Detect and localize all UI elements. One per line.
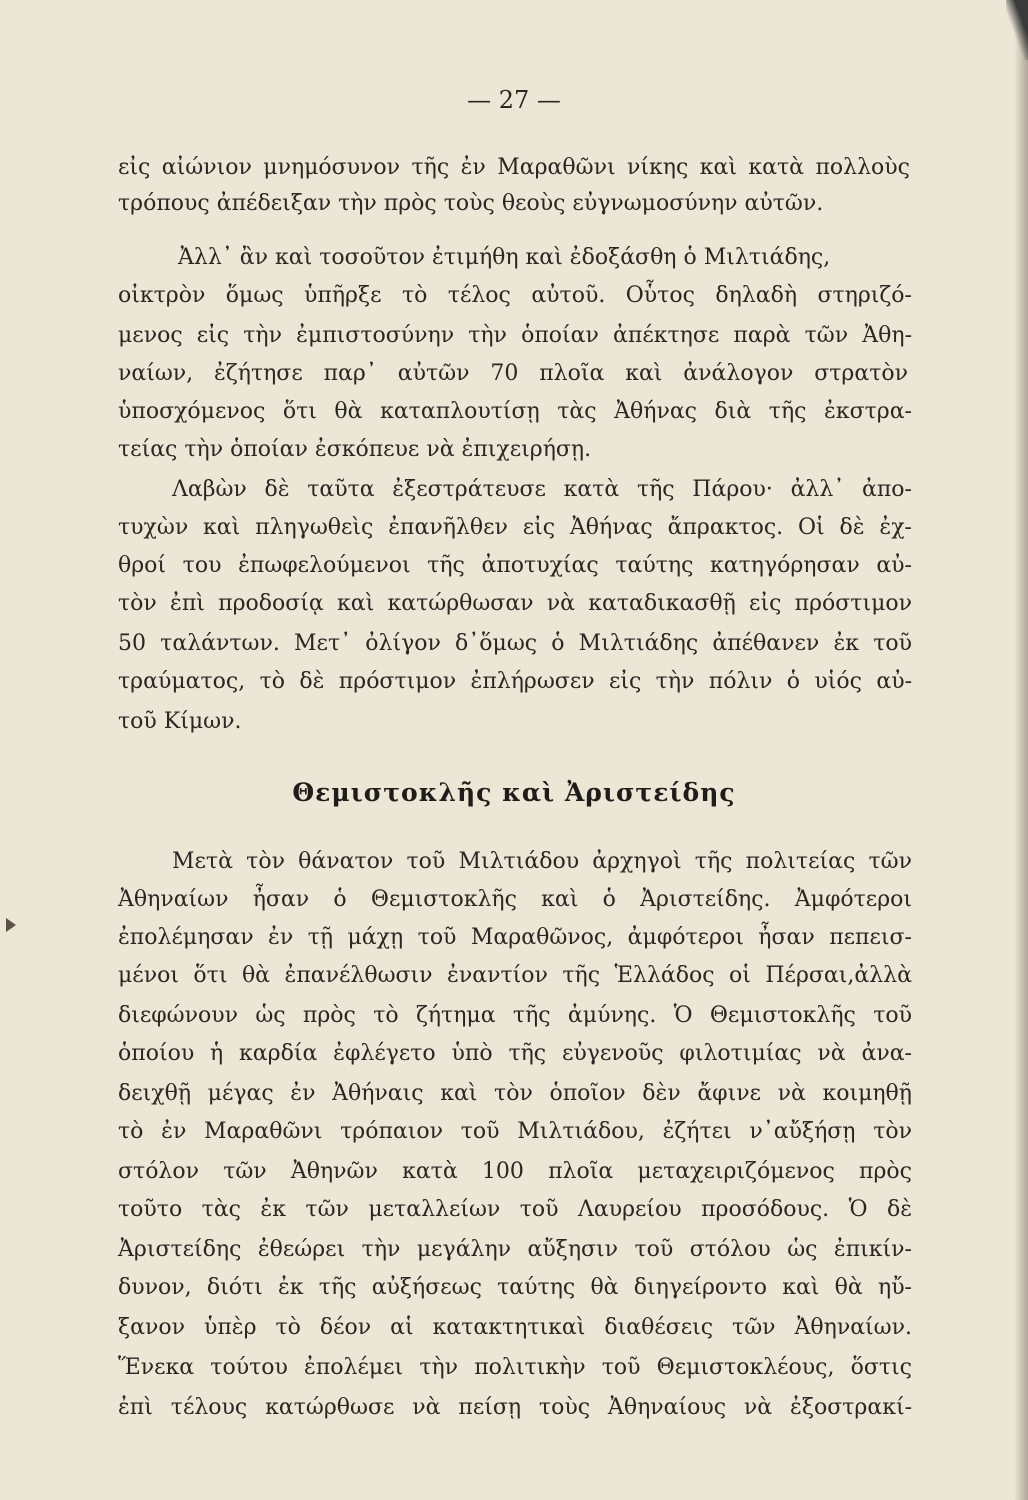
text-line: μένοι ὅτι θὰ ἐπανέλθωσιν ἐναντίον τῆς Ἑλλάδος οἱ Πέρσαι,ἀλλὰ: [118, 963, 912, 988]
text-line: τυχὼν καὶ πληγωθεὶς ἐπανῆλθεν εἰς Ἀθήνας ἄπρακτος. Οἱ δὲ ἐχ-: [118, 515, 912, 540]
text-line: ὑποσχόμενος ὅτι θὰ καταπλουτίσῃ τὰς Ἀθήνας διὰ τῆς ἐκστρα-: [118, 399, 912, 424]
text-line: μενος εἰς τὴν ἐμπιστοσύνην τὴν ὁποίαν ἀπέκτησε παρὰ τῶν Ἀθη-: [118, 323, 912, 348]
text-line: δυνον, διότι ἐκ τῆς αὐξήσεως ταύτης θὰ διηγείροντο καὶ θὰ ηὔ-: [118, 1275, 912, 1300]
text-line: τὸν ἐπὶ προδοσίᾳ καὶ κατώρθωσαν νὰ καταδικασθῇ εἰς πρόστιμον: [118, 591, 912, 616]
text-line: Ἀριστείδης ἐθεώρει τὴν μεγάλην αὔξησιν τοῦ στόλου ὡς ἐπικίν-: [118, 1237, 912, 1262]
text-line: οἰκτρὸν ὅμως ὑπῆρξε τὸ τέλος αὐτοῦ. Οὗτος δηλαδὴ στηριζό-: [118, 283, 912, 308]
text-line: Λαβὼν δὲ ταῦτα ἐξεστράτευσε κατὰ τῆς Πάρου· ἀλλ᾽ ἀπο-: [172, 477, 912, 502]
text-line: Ἀθηναίων ἦσαν ὁ Θεμιστοκλῆς καὶ ὁ Ἀριστείδης. Ἀμφότεροι: [118, 887, 912, 912]
text-line: τὸ ἐν Μαραθῶνι τρόπαιον τοῦ Μιλτιάδου, ἐζήτει ν᾽αὔξήσῃ τὸν: [118, 1119, 912, 1144]
text-line: εἰς αἰώνιον μνημόσυνον τῆς ἐν Μαραθῶνι νίκης καὶ κατὰ πολλοὺς: [118, 155, 910, 180]
text-line: ὁποίου ἡ καρδία ἐφλέγετο ὑπὸ τῆς εὐγενοῦς φιλοτιμίας νὰ ἀνα-: [118, 1041, 912, 1066]
text-line: τοῦ Κίμων.: [118, 709, 242, 734]
text-line: 50 ταλάντων. Μετ᾽ ὀλίγον δ᾽ὅμως ὁ Μιλτιάδης ἀπέθανεν ἐκ τοῦ: [118, 631, 912, 656]
page-edge-shadow: [1014, 0, 1028, 1500]
text-line: Μετὰ τὸν θάνατον τοῦ Μιλτιάδου ἀρχηγοὶ τῆς πολιτείας τῶν: [172, 849, 912, 874]
text-line: στόλον τῶν Ἀθηνῶν κατὰ 100 πλοῖα μεταχειριζόμενος πρὸς: [118, 1159, 912, 1184]
text-line: ξανον ὑπὲρ τὸ δέον αἱ κατακτητικαὶ διαθέσεις τῶν Ἀθηναίων.: [118, 1315, 912, 1340]
text-line: τείας τὴν ὁποίαν ἐσκόπευε νὰ ἐπιχειρήσῃ.: [118, 437, 592, 462]
text-line: τραύματος, τὸ δὲ πρόστιμον ἐπλήρωσεν εἰς τὴν πόλιν ὁ υἱός αὐ-: [118, 669, 912, 694]
text-line: θροί του ἐπωφελούμενοι τῆς ἀποτυχίας ταύτης κατηγόρησαν αὐ-: [118, 553, 912, 578]
page-number: — 27 —: [467, 86, 561, 114]
text-line: ἐπὶ τέλους κατώρθωσε νὰ πείσῃ τοὺς Ἀθηναίους νὰ ἐξοστρακί-: [118, 1395, 912, 1420]
section-heading: Θεμιστοκλῆς καὶ Ἀριστείδης: [292, 778, 736, 807]
text-line: ναίων, ἐζήτησε παρ᾽ αὐτῶν 70 πλοῖα καὶ ἀνάλογον στρατὸν: [118, 361, 908, 386]
margin-pointer-mark: [6, 918, 16, 932]
page-corner-mark: [1006, 0, 1028, 60]
text-line: Ἕνεκα τούτου ἐπολέμει τὴν πολιτικὴν τοῦ Θεμιστοκλέους, ὅστις: [118, 1355, 912, 1380]
text-line: τρόπους ἀπέδειξαν τὴν πρὸς τοὺς θεοὺς εὐγνωμοσύνην αὐτῶν.: [118, 191, 824, 216]
text-line: ἐπολέμησαν ἐν τῇ μάχῃ τοῦ Μαραθῶνος, ἀμφότεροι ἦσαν πεπεισ-: [118, 925, 912, 950]
text-line: δειχθῇ μέγας ἐν Ἀθήναις καὶ τὸν ὁποῖον δὲν ἄφινε νὰ κοιμηθῇ: [118, 1081, 912, 1106]
text-line: διεφώνουν ὡς πρὸς τὸ ζήτημα τῆς ἀμύνης. Ὁ Θεμιστοκλῆς τοῦ: [118, 1003, 912, 1028]
text-line: Ἀλλ᾽ ἂν καὶ τοσοῦτον ἐτιμήθη καὶ ἐδοξάσθη ὁ Μιλτιάδης,: [178, 245, 831, 270]
text-line: τοῦτο τὰς ἐκ τῶν μεταλλείων τοῦ Λαυρείου προσόδους. Ὁ δὲ: [118, 1197, 912, 1222]
